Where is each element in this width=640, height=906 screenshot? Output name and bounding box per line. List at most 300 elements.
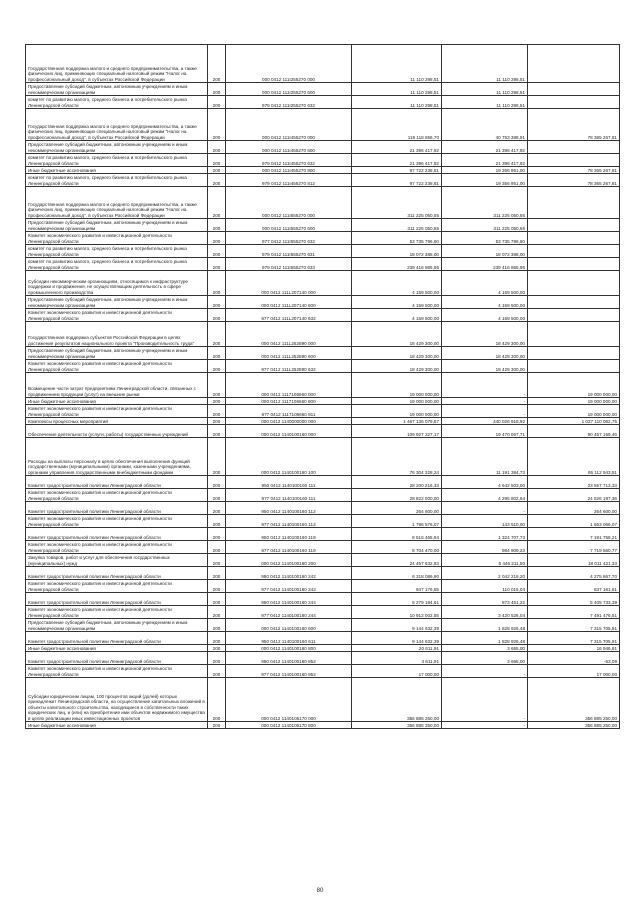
table-row xyxy=(26,271,620,296)
row-executed-amount: 4 295 802,64 xyxy=(442,489,528,502)
table-row xyxy=(26,528,620,541)
row-budget-code: 977 0412 1140100160 244 xyxy=(226,606,352,619)
row-approved-amount: 21 396 417,92 xyxy=(352,154,442,167)
row-remaining-amount xyxy=(528,154,620,167)
row-remaining-amount xyxy=(528,187,620,219)
row-budget-code: 950 0412 1140100160 119 xyxy=(226,528,352,541)
row-description: Возмещение части затрат предприятиям Ленинградской области, связанных с продвижением продукции (услуг) на внешние рынки xyxy=(26,373,208,398)
row-description: Комитет градостроительной политики Ленинградской области xyxy=(26,593,208,606)
row-budget-code: 979 0412 111I455270 632 xyxy=(226,154,352,167)
row-description: Предоставление субсидий бюджетным, автономным учреждениям и иным некоммерческим организациям xyxy=(26,83,208,96)
row-description: Предоставление субсидий бюджетным, автономным учреждениям и иным некоммерческим организациям xyxy=(26,219,208,232)
row-description: Предоставление субсидий бюджетным, автономным учреждениям и иным некоммерческим организациям xyxy=(26,141,208,154)
row-executed-amount: 1 828 926,48 xyxy=(442,632,528,645)
table-row xyxy=(26,652,620,665)
row-executed-amount: 1 324 707,73 xyxy=(442,528,528,541)
page-number: 80 xyxy=(316,888,324,894)
row-description: Комитет градостроительной политики Ленинградской области xyxy=(26,652,208,665)
row-section-code: 200 xyxy=(208,373,226,398)
row-executed-amount: 18 072 388,00 xyxy=(442,245,528,258)
row-remaining-amount: 19 000 000,00 xyxy=(528,405,620,418)
row-approved-amount: 1 796 576,07 xyxy=(352,515,442,528)
row-description: Комитет градостроительной политики Ленинградской области xyxy=(26,528,208,541)
row-budget-code: 950 0412 1140100160 242 xyxy=(226,567,352,580)
table-row xyxy=(26,645,620,652)
row-budget-code: 977 0412 1140100160 111 xyxy=(226,489,352,502)
row-section-code: 200 xyxy=(208,109,226,141)
row-executed-amount: 18 429 300,00 xyxy=(442,322,528,347)
row-executed-amount: 4 642 503,00 xyxy=(442,476,528,489)
row-remaining-amount: 17 000,00 xyxy=(528,665,620,678)
row-budget-code: 000 0412 1140100160 000 xyxy=(226,425,352,438)
row-approved-amount: 19 000 000,00 xyxy=(352,398,442,405)
row-budget-code: 977 0412 111I555270 632 xyxy=(226,232,352,245)
row-remaining-amount xyxy=(528,141,620,154)
row-description: Комитет градостроительной политики Ленинградской области xyxy=(26,476,208,489)
row-budget-code: 000 0412 1117106660 800 xyxy=(226,398,352,405)
table-row xyxy=(26,722,620,729)
row-executed-amount: 1 828 926,48 xyxy=(442,619,528,632)
row-section-code: 200 xyxy=(208,632,226,645)
row-section-code: 200 xyxy=(208,593,226,606)
row-budget-code: 000 0412 111I455270 800 xyxy=(226,167,352,174)
row-executed-amount: 18 429 300,00 xyxy=(442,360,528,373)
row-remaining-amount xyxy=(528,219,620,232)
row-remaining-amount: 18 011 421,33 xyxy=(528,554,620,567)
row-description: комитет по развитию малого, среднего бизнеса и потребительского рынка Ленинградской области xyxy=(26,245,208,258)
row-remaining-amount: 264 600,00 xyxy=(528,502,620,515)
row-approved-amount: 11 110 298,51 xyxy=(352,96,442,109)
row-approved-amount: 18 429 300,00 xyxy=(352,347,442,360)
row-approved-amount: 18 072 388,00 xyxy=(352,245,442,258)
row-description: комитет по развитию малого, среднего бизнеса и потребительского рынка Ленинградской области xyxy=(26,96,208,109)
row-remaining-amount: 78 365 267,81 xyxy=(528,174,620,187)
table-row xyxy=(26,187,620,219)
table-row xyxy=(26,360,620,373)
table-row xyxy=(26,45,620,83)
row-budget-code: 977 0412 1140100160 112 xyxy=(226,515,352,528)
row-approved-amount: 947 176,55 xyxy=(352,580,442,593)
table-row xyxy=(26,619,620,632)
row-description: Иные бюджетные ассигнования xyxy=(26,645,208,652)
row-approved-amount: 19 000 000,00 xyxy=(352,373,442,398)
row-remaining-amount: 4 275 867,70 xyxy=(528,567,620,580)
row-remaining-amount: 1 653 066,07 xyxy=(528,515,620,528)
row-approved-amount: 24 457 632,83 xyxy=(352,554,442,567)
row-approved-amount: 356 885 250,00 xyxy=(352,678,442,722)
row-budget-code: 950 0412 1140100160 111 xyxy=(226,476,352,489)
row-approved-amount: 239 416 865,95 xyxy=(352,258,442,271)
table-row xyxy=(26,632,620,645)
row-executed-amount: 4 159 500,00 xyxy=(442,271,528,296)
table-row xyxy=(26,665,620,678)
row-description: Комитет экономического развития и инвестиционной деятельности Ленинградской области xyxy=(26,665,208,678)
row-description: Комитет экономического развития и инвестиционной деятельности Ленинградской области xyxy=(26,360,208,373)
table-row xyxy=(26,476,620,489)
table-row xyxy=(26,154,620,167)
row-approved-amount: 6 279 184,61 xyxy=(352,593,442,606)
row-budget-code: 000 0412 1140100160 100 xyxy=(226,438,352,476)
row-executed-amount: 11 110 298,51 xyxy=(442,45,528,83)
row-section-code: 200 xyxy=(208,271,226,296)
table-row xyxy=(26,502,620,515)
row-budget-code: 000 0412 1117106660 000 xyxy=(226,373,352,398)
row-remaining-amount: 90 457 159,46 xyxy=(528,425,620,438)
row-approved-amount: 4 159 500,00 xyxy=(352,309,442,322)
row-remaining-amount xyxy=(528,245,620,258)
row-remaining-amount: 19 000 000,00 xyxy=(528,398,620,405)
row-description: Комитет экономического развития и инвестиционной деятельности Ленинградской области xyxy=(26,309,208,322)
row-executed-amount: 6 446 211,50 xyxy=(442,554,528,567)
row-remaining-amount: 19 000 000,00 xyxy=(528,373,620,398)
row-section-code: 200 xyxy=(208,580,226,593)
row-approved-amount: 19 000 000,00 xyxy=(352,405,442,418)
row-section-code: 200 xyxy=(208,645,226,652)
row-remaining-amount xyxy=(528,347,620,360)
row-section-code: 200 xyxy=(208,347,226,360)
row-section-code: 200 xyxy=(208,174,226,187)
row-description: Иные бюджетные ассигнования xyxy=(26,722,208,729)
table-body xyxy=(26,45,620,729)
row-executed-amount: 110 015,04 xyxy=(442,580,528,593)
row-executed-amount: 873 451,22 xyxy=(442,593,528,606)
row-section-code: 200 xyxy=(208,528,226,541)
row-approved-amount: 20 611,91 xyxy=(352,645,442,652)
row-description: Комитет экономического развития и инвестиционной деятельности Ленинградской области xyxy=(26,232,208,245)
row-approved-amount: 28 200 216,33 xyxy=(352,476,442,489)
row-remaining-amount: 356 885 250,00 xyxy=(528,678,620,722)
row-executed-amount: - xyxy=(442,722,528,729)
row-approved-amount: 53 735 796,60 xyxy=(352,232,442,245)
row-section-code: 200 xyxy=(208,187,226,219)
row-approved-amount: 21 396 417,92 xyxy=(352,141,442,154)
row-section-code: 200 xyxy=(208,554,226,567)
table-row xyxy=(26,309,620,322)
row-budget-code: 000 0412 1140000000 000 xyxy=(226,418,352,425)
table-row xyxy=(26,489,620,502)
row-remaining-amount: 7 191 758,21 xyxy=(528,528,620,541)
row-executed-amount: 2 042 219,20 xyxy=(442,567,528,580)
row-approved-amount: 1 467 136 079,67 xyxy=(352,418,442,425)
row-executed-amount: - xyxy=(442,398,528,405)
row-executed-amount: 21 396 417,92 xyxy=(442,154,528,167)
row-remaining-amount: 837 161,51 xyxy=(528,580,620,593)
row-description: Комитет экономического развития и инвестиционной деятельности Ленинградской области xyxy=(26,541,208,554)
row-description: Субсидии некоммерческим организациям, относящимся к инфраструктуре поддержки и продвижения, не осуществляющим деятельность в сфере промышленного производства xyxy=(26,271,208,296)
row-section-code: 200 xyxy=(208,360,226,373)
row-approved-amount: 10 912 002,55 xyxy=(352,606,442,619)
row-approved-amount: 119 118 656,70 xyxy=(352,109,442,141)
row-executed-amount: 239 416 865,95 xyxy=(442,258,528,271)
row-executed-amount: 19 356 951,00 xyxy=(442,167,528,174)
row-section-code: 200 xyxy=(208,722,226,729)
table-row xyxy=(26,109,620,141)
row-approved-amount: 264 600,00 xyxy=(352,502,442,515)
row-executed-amount: 440 026 918,92 xyxy=(442,418,528,425)
row-section-code: 200 xyxy=(208,567,226,580)
row-approved-amount: 11 110 298,51 xyxy=(352,83,442,96)
row-approved-amount: 17 000,00 xyxy=(352,665,442,678)
row-description: Комитет градостроительной политики Ленинградской области xyxy=(26,502,208,515)
table-row xyxy=(26,373,620,398)
row-executed-amount: 11 191 384,73 xyxy=(442,438,528,476)
row-remaining-amount: 78 365 267,81 xyxy=(528,109,620,141)
table-row xyxy=(26,606,620,619)
row-approved-amount: 8 704 470,00 xyxy=(352,541,442,554)
row-remaining-amount: 65 112 943,51 xyxy=(528,438,620,476)
row-section-code: 200 xyxy=(208,167,226,174)
table-row xyxy=(26,515,620,528)
row-approved-amount: 6 318 086,90 xyxy=(352,567,442,580)
row-approved-amount: 4 159 500,00 xyxy=(352,296,442,309)
row-remaining-amount: 1 027 110 062,75 xyxy=(528,418,620,425)
row-section-code: 200 xyxy=(208,418,226,425)
table-row xyxy=(26,296,620,309)
row-description: Государственная поддержка малого и среднего предпринимательства, а также физических лиц, применяющих специальный налоговый режим "Налог на профессиональный доход", в субъектах Российской Федерации xyxy=(26,187,208,219)
row-remaining-amount: 356 885 250,00 xyxy=(528,722,620,729)
row-section-code: 200 xyxy=(208,398,226,405)
table-row xyxy=(26,541,620,554)
row-budget-code: 950 0412 1140100160 611 xyxy=(226,632,352,645)
table-row xyxy=(26,398,620,405)
row-budget-code: 977 0412 1117106660 811 xyxy=(226,405,352,418)
row-budget-code: 979 0412 111I455270 812 xyxy=(226,174,352,187)
row-remaining-amount xyxy=(528,360,620,373)
table-row xyxy=(26,245,620,258)
row-executed-amount: 21 396 417,92 xyxy=(442,141,528,154)
row-section-code: 200 xyxy=(208,245,226,258)
row-approved-amount: 9 144 632,39 xyxy=(352,619,442,632)
row-section-code: 200 xyxy=(208,83,226,96)
row-section-code: 200 xyxy=(208,476,226,489)
row-executed-amount: 143 510,00 xyxy=(442,515,528,528)
row-section-code: 200 xyxy=(208,652,226,665)
row-remaining-amount: 7 315 705,91 xyxy=(528,632,620,645)
row-executed-amount: - xyxy=(442,405,528,418)
row-section-code: 200 xyxy=(208,541,226,554)
row-remaining-amount: 5 405 733,39 xyxy=(528,593,620,606)
row-description: Закупка товаров, работ и услуг для обеспечения государственных (муниципальных) нужд xyxy=(26,554,208,567)
row-executed-amount: 18 429 300,00 xyxy=(442,347,528,360)
table-row xyxy=(26,593,620,606)
table-row xyxy=(26,141,620,154)
row-remaining-amount: 7 491 476,51 xyxy=(528,606,620,619)
row-section-code: 200 xyxy=(208,405,226,418)
row-approved-amount: 9 144 632,39 xyxy=(352,632,442,645)
row-approved-amount: 8 516 465,94 xyxy=(352,528,442,541)
row-section-code: 200 xyxy=(208,678,226,722)
row-remaining-amount xyxy=(528,45,620,83)
row-budget-code: 977 0412 111L207140 632 xyxy=(226,309,352,322)
table-row xyxy=(26,174,620,187)
row-executed-amount: 4 159 500,00 xyxy=(442,296,528,309)
row-section-code: 200 xyxy=(208,606,226,619)
table-row xyxy=(26,258,620,271)
row-approved-amount: 356 885 250,00 xyxy=(352,722,442,729)
row-description: Комитет экономического развития и инвестиционной деятельности Ленинградской области xyxy=(26,580,208,593)
row-section-code: 200 xyxy=(208,322,226,347)
row-approved-amount: 18 429 300,00 xyxy=(352,360,442,373)
row-section-code: 200 xyxy=(208,425,226,438)
row-section-code: 200 xyxy=(208,502,226,515)
row-remaining-amount: 78 365 267,81 xyxy=(528,167,620,174)
table-row xyxy=(26,438,620,476)
row-remaining-amount xyxy=(528,271,620,296)
row-executed-amount: 40 753 388,91 xyxy=(442,109,528,141)
row-approved-amount: 76 304 328,24 xyxy=(352,438,442,476)
table-row xyxy=(26,83,620,96)
row-budget-code: 000 0412 111I555270 000 xyxy=(226,187,352,219)
row-executed-amount: 11 110 298,51 xyxy=(442,96,528,109)
budget-execution-table xyxy=(25,44,620,729)
row-remaining-amount xyxy=(528,96,620,109)
row-remaining-amount xyxy=(528,232,620,245)
row-executed-amount: 3 665,00 xyxy=(442,645,528,652)
row-description: Предоставление субсидий бюджетным, автономным учреждениям и иным некоммерческим организациям xyxy=(26,619,208,632)
row-budget-code: 977 0412 1140100160 852 xyxy=(226,665,352,678)
table-row xyxy=(26,322,620,347)
row-approved-amount: 97 722 238,81 xyxy=(352,174,442,187)
row-budget-code: 000 0412 1140106170 000 xyxy=(226,678,352,722)
row-description: Предоставление субсидий бюджетным, автономным учреждениям и иным некоммерческим организациям xyxy=(26,296,208,309)
row-description: Расходы на выплаты персоналу в целях обеспечения выполнения функций государственными (муниципальными) органами, казенными учреждениями, органами управления государственными внебюджетными фондами xyxy=(26,438,208,476)
row-remaining-amount: 24 526 197,36 xyxy=(528,489,620,502)
row-section-code: 200 xyxy=(208,154,226,167)
row-approved-amount: 109 927 227,17 xyxy=(352,425,442,438)
row-executed-amount: - xyxy=(442,373,528,398)
row-section-code: 200 xyxy=(208,219,226,232)
row-section-code: 200 xyxy=(208,296,226,309)
row-description: Комитет экономического развития и инвестиционной деятельности Ленинградской области xyxy=(26,405,208,418)
table-row xyxy=(26,347,620,360)
row-budget-code: 950 0412 1140100160 244 xyxy=(226,593,352,606)
row-description: Государственная поддержка малого и среднего предпринимательства, а также физических лиц, применяющих специальный налоговый режим "Налог на профессиональный доход", в субъектах Российской Федерации xyxy=(26,45,208,83)
row-budget-code: 979 0412 111I255270 632 xyxy=(226,96,352,109)
table-row xyxy=(26,96,620,109)
row-section-code: 200 xyxy=(208,232,226,245)
row-description: Обеспечение деятельности (услуги, работы) государственных учреждений xyxy=(26,425,208,438)
row-approved-amount: 4 159 500,00 xyxy=(352,271,442,296)
row-budget-code: 000 0412 111L207140 600 xyxy=(226,296,352,309)
row-section-code: 200 xyxy=(208,258,226,271)
table-row xyxy=(26,580,620,593)
row-executed-amount: 11 110 298,51 xyxy=(442,83,528,96)
table-row xyxy=(26,167,620,174)
row-remaining-amount xyxy=(528,296,620,309)
row-executed-amount: 19 470 067,71 xyxy=(442,425,528,438)
table-row xyxy=(26,425,620,438)
row-budget-code: 000 0412 111I455270 600 xyxy=(226,141,352,154)
row-budget-code: 000 0412 111L252890 600 xyxy=(226,347,352,360)
row-description: Комитет экономического развития и инвестиционной деятельности Ленинградской области xyxy=(26,515,208,528)
row-budget-code: 000 0412 111L207140 000 xyxy=(226,271,352,296)
table-row xyxy=(26,554,620,567)
row-executed-amount: - xyxy=(442,678,528,722)
table-row xyxy=(26,567,620,580)
row-description: Комитет градостроительной политики Ленинградской области xyxy=(26,632,208,645)
row-budget-code: 950 0412 1140100160 852 xyxy=(226,652,352,665)
row-executed-amount: 53 735 796,60 xyxy=(442,232,528,245)
row-description: Субсидии юридическим лицам, 100 процентов акций (долей) которых принадлежит Ленинградской области, на осуществление капитальных вложений в объекты капитального строительства, находящиеся в собственности таких юридических лиц, и (или) на приобретение ими объектов недвижимого имущества в целях реализации иных инвестиционных проектов xyxy=(26,678,208,722)
row-budget-code: 950 0412 1140100160 112 xyxy=(226,502,352,515)
row-description: Комитет экономического развития и инвестиционной деятельности Ленинградской области xyxy=(26,606,208,619)
row-description: Комитет экономического развития и инвестиционной деятельности Ленинградской области xyxy=(26,489,208,502)
row-section-code: 200 xyxy=(208,45,226,83)
row-executed-amount: 311 225 050,55 xyxy=(442,187,528,219)
row-executed-amount: 19 356 951,00 xyxy=(442,174,528,187)
row-approved-amount: 28 822 000,00 xyxy=(352,489,442,502)
row-executed-amount: 984 909,23 xyxy=(442,541,528,554)
row-budget-code: 977 0412 111L252890 632 xyxy=(226,360,352,373)
row-remaining-amount: 23 557 713,33 xyxy=(528,476,620,489)
row-section-code: 200 xyxy=(208,438,226,476)
row-remaining-amount: 7 315 705,91 xyxy=(528,619,620,632)
row-budget-code: 000 0412 111I255270 000 xyxy=(226,45,352,83)
row-description: Предоставление субсидий бюджетным, автономным учреждениям и иным некоммерческим организациям xyxy=(26,347,208,360)
row-description: Иные бюджетные ассигнования xyxy=(26,398,208,405)
row-executed-amount: 311 225 050,55 xyxy=(442,219,528,232)
row-description: Государственная поддержка малого и среднего предпринимательства, а также физических лиц, применяющих специальный налоговый режим "Налог на профессиональный доход", в субъектах Российской Федерации xyxy=(26,109,208,141)
row-executed-amount: 4 159 500,00 xyxy=(442,309,528,322)
table-row xyxy=(26,418,620,425)
row-description: Государственная поддержка субъектов Российской Федерации в целях достижения результатов национального проекта "Производительность труда" xyxy=(26,322,208,347)
row-approved-amount: 311 225 050,55 xyxy=(352,187,442,219)
table-row xyxy=(26,219,620,232)
row-remaining-amount xyxy=(528,258,620,271)
row-remaining-amount xyxy=(528,309,620,322)
row-remaining-amount: -53,09 xyxy=(528,652,620,665)
row-approved-amount: 97 722 238,81 xyxy=(352,167,442,174)
table-row xyxy=(26,232,620,245)
row-section-code: 200 xyxy=(208,619,226,632)
row-budget-code: 000 0412 111I255270 600 xyxy=(226,83,352,96)
row-section-code: 200 xyxy=(208,309,226,322)
row-description: Комитет градостроительной политики Ленинградской области xyxy=(26,567,208,580)
row-remaining-amount: 7 719 560,77 xyxy=(528,541,620,554)
row-approved-amount: 3 611,91 xyxy=(352,652,442,665)
row-executed-amount: 3 665,00 xyxy=(442,652,528,665)
row-budget-code: 000 0412 111I555270 600 xyxy=(226,219,352,232)
budget-table-sheet xyxy=(25,44,619,729)
row-remaining-amount xyxy=(528,322,620,347)
row-approved-amount: 18 429 300,00 xyxy=(352,322,442,347)
row-budget-code: 000 0412 1140100160 600 xyxy=(226,619,352,632)
row-budget-code: 979 0412 111I555270 631 xyxy=(226,245,352,258)
row-budget-code: 979 0412 111I555270 633 xyxy=(226,258,352,271)
row-budget-code: 000 0412 1140106170 800 xyxy=(226,722,352,729)
row-description: комитет по развитию малого, среднего бизнеса и потребительского рынка Ленинградской области xyxy=(26,174,208,187)
row-section-code: 200 xyxy=(208,515,226,528)
row-budget-code: 000 0412 111L252890 000 xyxy=(226,322,352,347)
row-budget-code: 000 0412 111I455270 000 xyxy=(226,109,352,141)
table-row xyxy=(26,405,620,418)
row-section-code: 200 xyxy=(208,489,226,502)
row-description: комитет по развитию малого, среднего бизнеса и потребительского рынка Ленинградской области xyxy=(26,154,208,167)
row-budget-code: 000 0412 1140100160 800 xyxy=(226,645,352,652)
row-description: Иные бюджетные ассигнования xyxy=(26,167,208,174)
row-section-code: 200 xyxy=(208,665,226,678)
row-section-code: 200 xyxy=(208,141,226,154)
row-executed-amount: - xyxy=(442,502,528,515)
row-executed-amount: 3 420 526,04 xyxy=(442,606,528,619)
row-approved-amount: 311 225 050,55 xyxy=(352,219,442,232)
row-budget-code: 977 0412 1140100160 242 xyxy=(226,580,352,593)
row-approved-amount: 11 110 298,51 xyxy=(352,45,442,83)
row-budget-code: 000 0412 1140100160 200 xyxy=(226,554,352,567)
table-row xyxy=(26,678,620,722)
row-executed-amount: - xyxy=(442,665,528,678)
row-section-code: 200 xyxy=(208,96,226,109)
